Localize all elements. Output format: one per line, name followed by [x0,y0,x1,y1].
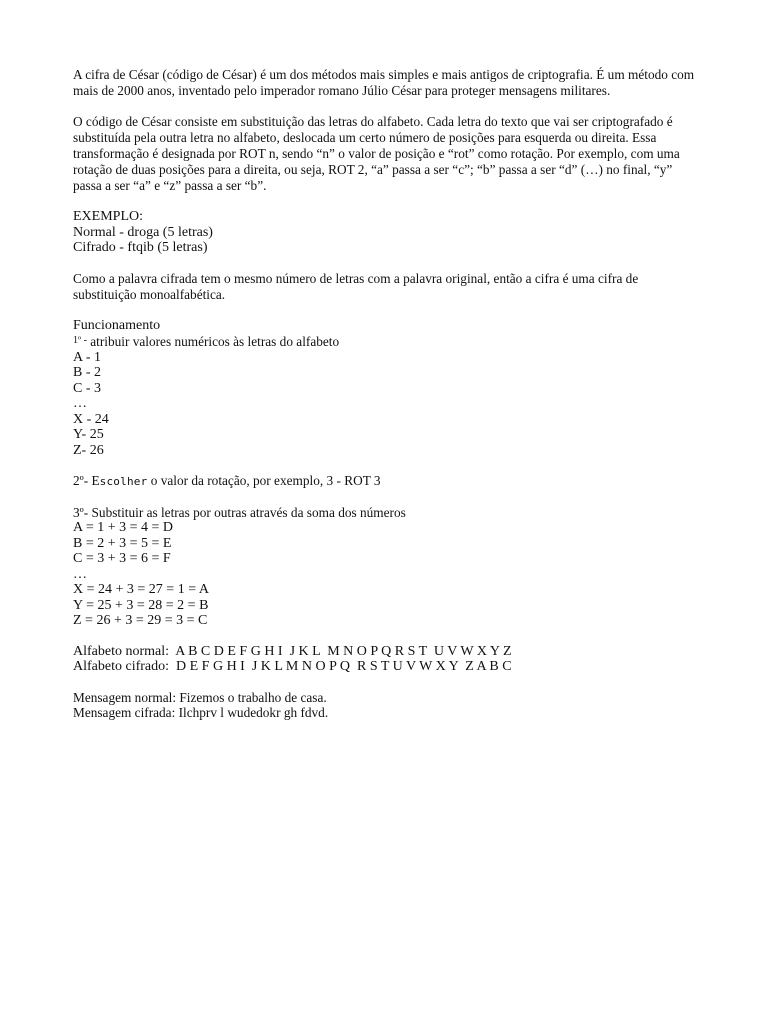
sum-row: Y = 25 + 3 = 28 = 2 = B [73,597,209,613]
sum-row: X = 24 + 3 = 27 = 1 = A [73,582,209,597]
step-2 [73,473,698,490]
value-row: A - 1 [73,349,101,365]
step-2-prefix: 2º- E [73,473,100,488]
sum-row: B = 2 + 3 = 5 = E [73,535,172,551]
example-cipher: Cifrado - ftqib (5 letras) [73,240,208,255]
alphabet-section [73,644,698,675]
sum-row: A = 1 + 3 = 4 = D [73,520,174,535]
value-row: Y- 25 [73,427,104,442]
value-row: … [73,396,87,411]
sum-row: C = 3 + 3 = 6 = F [73,551,171,566]
intro-paragraph: A cifra de César (código de César) é um dos métodos mais simples e mais antigos de criptografia. É um método com mais de 2000 anos, inventado pelo imperador romano Júlio César para proteger mensagens militares. [73,67,695,98]
document-page [73,67,698,736]
description-paragraph: O código de César consiste em substituição das letras do alfabeto. Cada letra do texto que vai ser criptografado é substituída pela outra letra no alfabeto, deslocada um certo número de posições para esquerda ou direita. Essa transformação é designada por ROT n, sendo “n” o valor de posição e “rot” como rotação. Por exemplo, com uma rotação de duas posições para a direita, ou seja, ROT 2, “a” passa a ser “c”; “b” passa a ser “d” (…) no final, “y” passa a ser “a” e “z” passa a ser “b”. [73,114,680,193]
value-row: X - 24 [73,411,109,427]
step-3-text: 3º- Substituir as letras por outras através da soma dos números [73,504,406,520]
example-heading: EXEMPLO: [73,209,143,224]
how-heading: Funcionamento [73,317,161,333]
alphabet-normal: Alfabeto normal: A B C D E F G H I J K L M N O P Q R S T U V W X Y Z [73,643,512,659]
value-row: B - 2 [73,365,101,380]
message-section [73,690,698,721]
value-row: C - 3 [73,380,101,396]
sum-row: … [73,566,87,582]
step-1-number: 1º - [73,335,87,346]
step-1-text: atribuir valores numéricos às letras do alfabeto [86,334,340,349]
example-normal: Normal - droga (5 letras) [73,224,213,240]
message-cipher: Mensagem cifrada: Ilchprv l wudedokr gh fdvd. [73,705,329,720]
note-paragraph: Como a palavra cifrada tem o mesmo número de letras com a palavra original, então a cifra é uma cifra de substituição monoalfabética. [73,270,639,302]
step-3 [73,505,698,629]
step-2-mono: scolher [99,475,148,488]
message-normal: Mensagem normal: Fizemos o trabalho de casa. [73,689,327,705]
value-row: Z- 26 [73,442,104,458]
sum-row: Z = 26 + 3 = 29 = 3 = C [73,613,208,628]
how-section [73,318,698,459]
alphabet-cipher: Alfabeto cifrado: D E F G H I J K L M N O P Q R S T U V W X Y Z A B C [73,659,512,674]
example-section [73,209,698,256]
step-2-text: o valor da rotação, por exemplo, 3 - ROT 3 [147,473,381,488]
step-1 [73,333,698,350]
